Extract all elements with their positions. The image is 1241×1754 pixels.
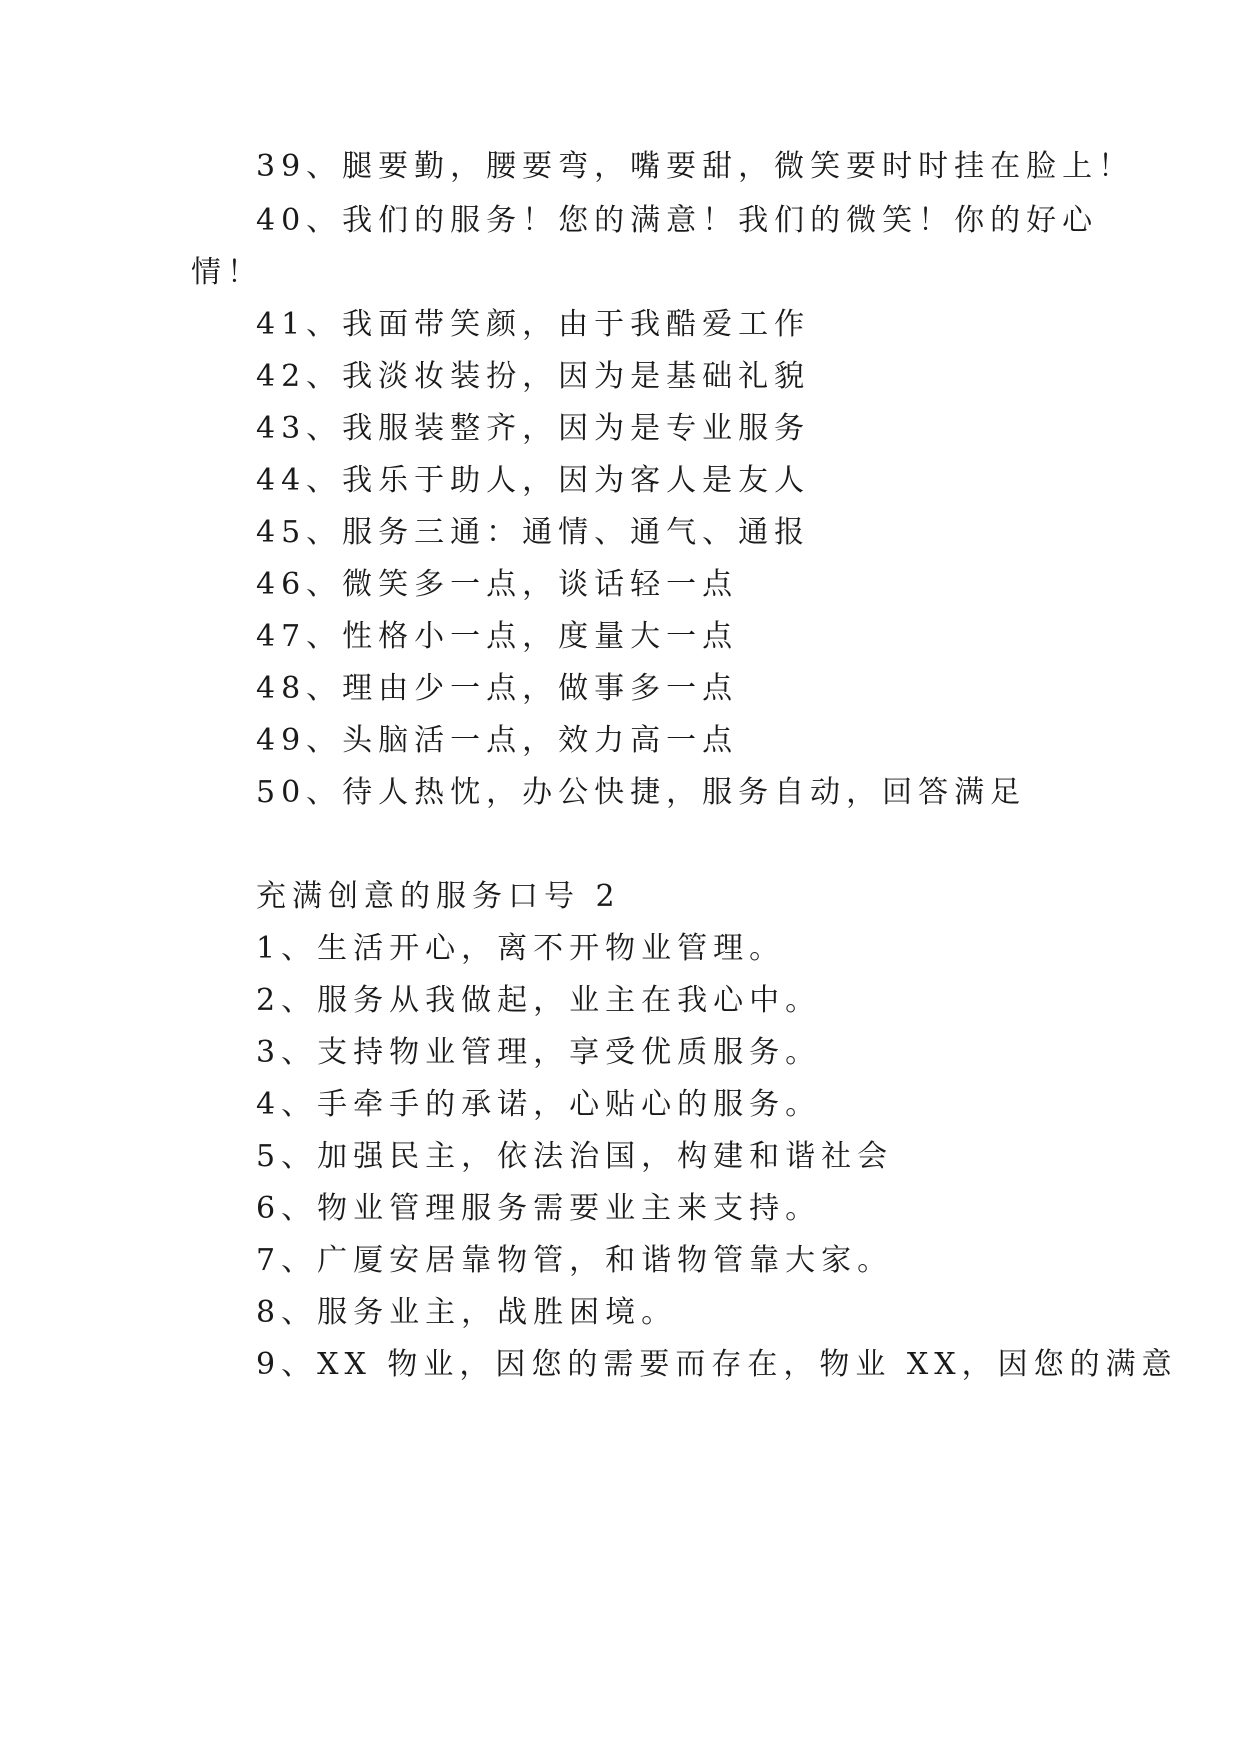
slogan-8: 8、服务业主，战胜困境。	[256, 1295, 678, 1330]
section-heading: 充满创意的服务口号 2	[256, 879, 621, 914]
slogan-6: 6、物业管理服务需要业主来支持。	[256, 1191, 822, 1226]
slogan-4: 4、手牵手的承诺，心贴心的服务。	[256, 1087, 822, 1122]
slogan-45: 45、服务三通：通情、通气、通报	[256, 515, 811, 550]
slogan-50: 50、待人热忱，办公快捷，服务自动，回答满足	[256, 775, 1027, 810]
slogan-7: 7、广厦安居靠物管，和谐物管靠大家。	[256, 1243, 894, 1278]
slogan-41: 41、我面带笑颜，由于我酷爱工作	[256, 307, 811, 342]
slogan-48: 48、理由少一点，做事多一点	[256, 671, 739, 706]
slogan-39: 39、腿要勤，腰要弯，嘴要甜，微笑要时时挂在脸上！	[256, 149, 1135, 184]
slogan-44: 44、我乐于助人，因为客人是友人	[256, 463, 811, 498]
slogan-49: 49、头脑活一点，效力高一点	[256, 723, 739, 758]
slogan-9: 9、XX 物业，因您的需要而存在，物业 XX，因您的满意	[256, 1347, 1178, 1382]
slogan-47: 47、性格小一点，度量大一点	[256, 619, 739, 654]
slogan-46: 46、微笑多一点，谈话轻一点	[256, 567, 739, 602]
slogan-3: 3、支持物业管理，享受优质服务。	[256, 1035, 822, 1070]
slogan-40-continuation: 情！	[191, 255, 263, 290]
slogan-40: 40、我们的服务！您的满意！我们的微笑！你的好心	[256, 203, 1099, 238]
slogan-1: 1、生活开心，离不开物业管理。	[256, 931, 786, 966]
slogan-2: 2、服务从我做起，业主在我心中。	[256, 983, 822, 1018]
slogan-43: 43、我服装整齐，因为是专业服务	[256, 411, 811, 446]
slogan-42: 42、我淡妆装扮，因为是基础礼貌	[256, 359, 811, 394]
slogan-5: 5、加强民主，依法治国，构建和谐社会	[256, 1139, 894, 1174]
